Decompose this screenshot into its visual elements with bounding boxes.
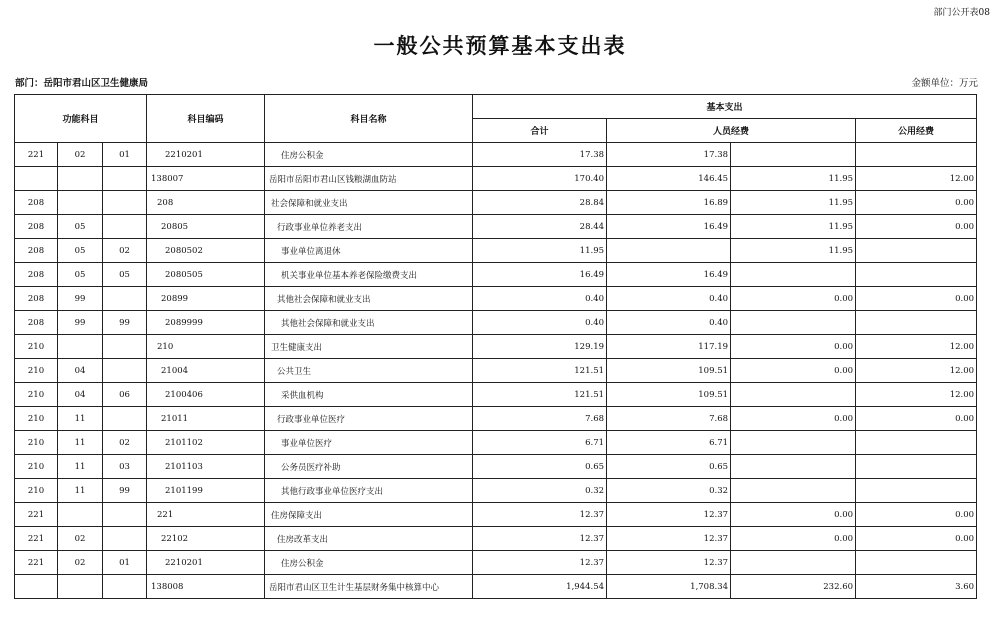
total-cell: 0.40 (473, 311, 607, 335)
func-item-cell (103, 215, 147, 239)
personnel-cell: 16.49 (607, 215, 731, 239)
subject-name-cell: 公务员医疗补助 (265, 455, 473, 479)
func-class-cell: 208 (15, 287, 58, 311)
table-row (15, 191, 977, 215)
func-section-cell: 02 (58, 527, 103, 551)
public-cell: 12.00 (856, 335, 977, 359)
personnel-cell: 12.37 (607, 503, 731, 527)
public-cell (856, 455, 977, 479)
func-class-cell: 221 (15, 527, 58, 551)
page-title: 一般公共预算基本支出表 (373, 34, 627, 58)
func-section-cell: 05 (58, 239, 103, 263)
subject-code-cell: 2080502 (147, 239, 265, 263)
public-cell (856, 143, 977, 167)
func-item-cell (103, 359, 147, 383)
subject-name-cell: 行政事业单位养老支出 (265, 215, 473, 239)
subject-code-cell: 20805 (147, 215, 265, 239)
func-item-cell (103, 575, 147, 599)
table-row (15, 143, 977, 167)
basic-expenditure-header: 基本支出 (473, 95, 977, 119)
subject-code-cell: 210 (147, 335, 265, 359)
func-class-cell (15, 575, 58, 599)
subject-code-cell: 20899 (147, 287, 265, 311)
personnel-extra-cell (731, 383, 856, 407)
public-cell: 12.00 (856, 359, 977, 383)
total-cell: 17.38 (473, 143, 607, 167)
total-cell: 7.68 (473, 407, 607, 431)
total-cell: 28.84 (473, 191, 607, 215)
total-cell: 6.71 (473, 431, 607, 455)
personnel-cell (607, 239, 731, 263)
func-class-cell: 208 (15, 311, 58, 335)
total-cell: 0.32 (473, 479, 607, 503)
subject-name-cell: 卫生健康支出 (265, 335, 473, 359)
func-class-cell: 210 (15, 359, 58, 383)
func-item-cell (103, 167, 147, 191)
personnel-extra-cell (731, 143, 856, 167)
budget-table (14, 94, 977, 599)
subject-code-cell: 2100406 (147, 383, 265, 407)
personnel-cell: 109.51 (607, 383, 731, 407)
func-item-cell: 01 (103, 551, 147, 575)
table-body (15, 143, 977, 599)
func-section-cell (58, 167, 103, 191)
func-section-cell: 04 (58, 359, 103, 383)
subject-code-cell: 2210201 (147, 551, 265, 575)
func-item-cell (103, 287, 147, 311)
subject-code-cell: 2210201 (147, 143, 265, 167)
func-class-cell: 210 (15, 383, 58, 407)
func-section-cell (58, 335, 103, 359)
personnel-extra-cell: 0.00 (731, 503, 856, 527)
personnel-extra-cell (731, 551, 856, 575)
func-item-cell (103, 407, 147, 431)
func-item-cell (103, 503, 147, 527)
func-class-cell: 221 (15, 551, 58, 575)
personnel-extra-cell: 11.95 (731, 239, 856, 263)
func-class-cell: 210 (15, 431, 58, 455)
subject-name-cell: 岳阳市岳阳市君山区钱粮湖血防站 (265, 167, 473, 191)
subject-code-cell: 221 (147, 503, 265, 527)
func-section-cell: 11 (58, 407, 103, 431)
total-cell: 11.95 (473, 239, 607, 263)
table-row (15, 383, 977, 407)
total-cell: 28.44 (473, 215, 607, 239)
func-item-cell (103, 527, 147, 551)
subject-code-cell: 21011 (147, 407, 265, 431)
table-row (15, 407, 977, 431)
table-row (15, 479, 977, 503)
subject-code-cell: 2101199 (147, 479, 265, 503)
personnel-cell: 7.68 (607, 407, 731, 431)
func-item-cell (103, 335, 147, 359)
public-cell: 0.00 (856, 287, 977, 311)
total-cell: 12.37 (473, 551, 607, 575)
personnel-cell: 12.37 (607, 551, 731, 575)
personnel-cell: 17.38 (607, 143, 731, 167)
func-item-cell: 02 (103, 239, 147, 263)
subject-code-cell: 21004 (147, 359, 265, 383)
func-class-cell: 221 (15, 143, 58, 167)
func-class-cell: 208 (15, 191, 58, 215)
func-class-cell: 208 (15, 215, 58, 239)
table-row (15, 335, 977, 359)
table-row (15, 503, 977, 527)
personnel-cell: 0.40 (607, 287, 731, 311)
subject-code-cell: 208 (147, 191, 265, 215)
personnel-extra-cell: 0.00 (731, 527, 856, 551)
public-cell (856, 431, 977, 455)
name-header: 科目名称 (265, 95, 473, 143)
subject-name-cell: 行政事业单位医疗 (265, 407, 473, 431)
table-row (15, 311, 977, 335)
personnel-cell: 12.37 (607, 527, 731, 551)
table-row (15, 551, 977, 575)
personnel-cell: 146.45 (607, 167, 731, 191)
total-cell: 129.19 (473, 335, 607, 359)
total-cell: 12.37 (473, 503, 607, 527)
public-cell: 12.00 (856, 167, 977, 191)
table-row (15, 167, 977, 191)
total-cell: 12.37 (473, 527, 607, 551)
total-header: 合计 (473, 119, 607, 143)
subject-name-cell: 公共卫生 (265, 359, 473, 383)
public-cell: 0.00 (856, 215, 977, 239)
personnel-cell: 16.89 (607, 191, 731, 215)
subject-code-cell: 2089999 (147, 311, 265, 335)
subject-name-cell: 机关事业单位基本养老保险缴费支出 (265, 263, 473, 287)
func-class-cell: 210 (15, 407, 58, 431)
func-section-cell (58, 575, 103, 599)
subject-code-cell: 138007 (147, 167, 265, 191)
subject-name-cell: 事业单位医疗 (265, 431, 473, 455)
department-label: 部门：岳阳市君山区卫生健康局 (15, 78, 149, 89)
personnel-extra-cell: 0.00 (731, 359, 856, 383)
total-cell: 170.40 (473, 167, 607, 191)
personnel-cell: 0.65 (607, 455, 731, 479)
personnel-extra-cell: 0.00 (731, 287, 856, 311)
public-cell (856, 239, 977, 263)
personnel-cell: 16.49 (607, 263, 731, 287)
total-cell: 1,944.54 (473, 575, 607, 599)
subject-name-cell: 住房公积金 (265, 551, 473, 575)
personnel-extra-cell: 0.00 (731, 335, 856, 359)
total-cell: 0.65 (473, 455, 607, 479)
public-cell (856, 479, 977, 503)
public-cell (856, 551, 977, 575)
code-header: 科目编码 (147, 95, 265, 143)
personnel-cell: 109.51 (607, 359, 731, 383)
func-section-cell: 05 (58, 263, 103, 287)
personnel-extra-cell: 11.95 (731, 167, 856, 191)
subject-name-cell: 住房保障支出 (265, 503, 473, 527)
func-item-cell: 02 (103, 431, 147, 455)
personnel-extra-cell (731, 479, 856, 503)
func-item-cell: 05 (103, 263, 147, 287)
public-cell: 3.60 (856, 575, 977, 599)
personnel-extra-cell (731, 455, 856, 479)
public-cell: 0.00 (856, 191, 977, 215)
public-cell: 0.00 (856, 407, 977, 431)
func-section-cell: 11 (58, 431, 103, 455)
public-cell (856, 263, 977, 287)
func-item-cell: 03 (103, 455, 147, 479)
public-cell: 12.00 (856, 383, 977, 407)
func-section-cell: 11 (58, 479, 103, 503)
table-row (15, 455, 977, 479)
subject-name-cell: 其他社会保障和就业支出 (265, 287, 473, 311)
personnel-cell: 1,708.34 (607, 575, 731, 599)
personnel-extra-cell: 0.00 (731, 407, 856, 431)
table-row (15, 239, 977, 263)
func-class-cell: 210 (15, 479, 58, 503)
subject-code-cell: 2101103 (147, 455, 265, 479)
subject-code-cell: 2101102 (147, 431, 265, 455)
personnel-extra-cell (731, 431, 856, 455)
subject-name-cell: 采供血机构 (265, 383, 473, 407)
table-row (15, 431, 977, 455)
total-cell: 0.40 (473, 287, 607, 311)
personnel-cell: 0.32 (607, 479, 731, 503)
subject-code-cell: 22102 (147, 527, 265, 551)
subject-name-cell: 其他行政事业单位医疗支出 (265, 479, 473, 503)
func-class-cell (15, 167, 58, 191)
func-section-cell: 04 (58, 383, 103, 407)
table-row (15, 215, 977, 239)
subject-name-cell: 岳阳市君山区卫生计生基层财务集中核算中心 (265, 575, 473, 599)
func-item-cell (103, 191, 147, 215)
func-section-cell: 99 (58, 287, 103, 311)
public-header: 公用经费 (856, 119, 977, 143)
total-cell: 121.51 (473, 359, 607, 383)
public-cell: 0.00 (856, 503, 977, 527)
table-number-label: 部门公开表08 (933, 8, 990, 18)
table-row (15, 575, 977, 599)
table-row (15, 359, 977, 383)
func-item-cell: 01 (103, 143, 147, 167)
func-item-cell: 06 (103, 383, 147, 407)
func-section-cell (58, 503, 103, 527)
func-class-cell: 208 (15, 239, 58, 263)
personnel-extra-cell (731, 263, 856, 287)
amount-unit-label: 金额单位：万元 (911, 78, 978, 89)
table-row (15, 527, 977, 551)
personnel-extra-cell (731, 311, 856, 335)
personnel-cell: 117.19 (607, 335, 731, 359)
func-section-cell: 05 (58, 215, 103, 239)
personnel-extra-cell: 11.95 (731, 191, 856, 215)
personnel-extra-cell: 11.95 (731, 215, 856, 239)
func-item-cell: 99 (103, 311, 147, 335)
func-section-cell: 02 (58, 143, 103, 167)
func-class-cell: 208 (15, 263, 58, 287)
subject-code-cell: 2080505 (147, 263, 265, 287)
subject-name-cell: 事业单位离退休 (265, 239, 473, 263)
table-row (15, 263, 977, 287)
table-row (15, 287, 977, 311)
subject-name-cell: 社会保障和就业支出 (265, 191, 473, 215)
func-section-cell: 99 (58, 311, 103, 335)
public-cell (856, 311, 977, 335)
func-subject-header: 功能科目 (15, 95, 147, 143)
total-cell: 16.49 (473, 263, 607, 287)
func-class-cell: 210 (15, 455, 58, 479)
subject-code-cell: 138008 (147, 575, 265, 599)
func-section-cell: 02 (58, 551, 103, 575)
func-class-cell: 210 (15, 335, 58, 359)
func-class-cell: 221 (15, 503, 58, 527)
func-section-cell: 11 (58, 455, 103, 479)
subject-name-cell: 住房公积金 (265, 143, 473, 167)
subject-name-cell: 住房改革支出 (265, 527, 473, 551)
subject-name-cell: 其他社会保障和就业支出 (265, 311, 473, 335)
func-item-cell: 99 (103, 479, 147, 503)
personnel-cell: 6.71 (607, 431, 731, 455)
total-cell: 121.51 (473, 383, 607, 407)
func-section-cell (58, 191, 103, 215)
public-cell: 0.00 (856, 527, 977, 551)
personnel-header: 人员经费 (607, 119, 856, 143)
personnel-cell: 0.40 (607, 311, 731, 335)
personnel-extra-cell: 232.60 (731, 575, 856, 599)
